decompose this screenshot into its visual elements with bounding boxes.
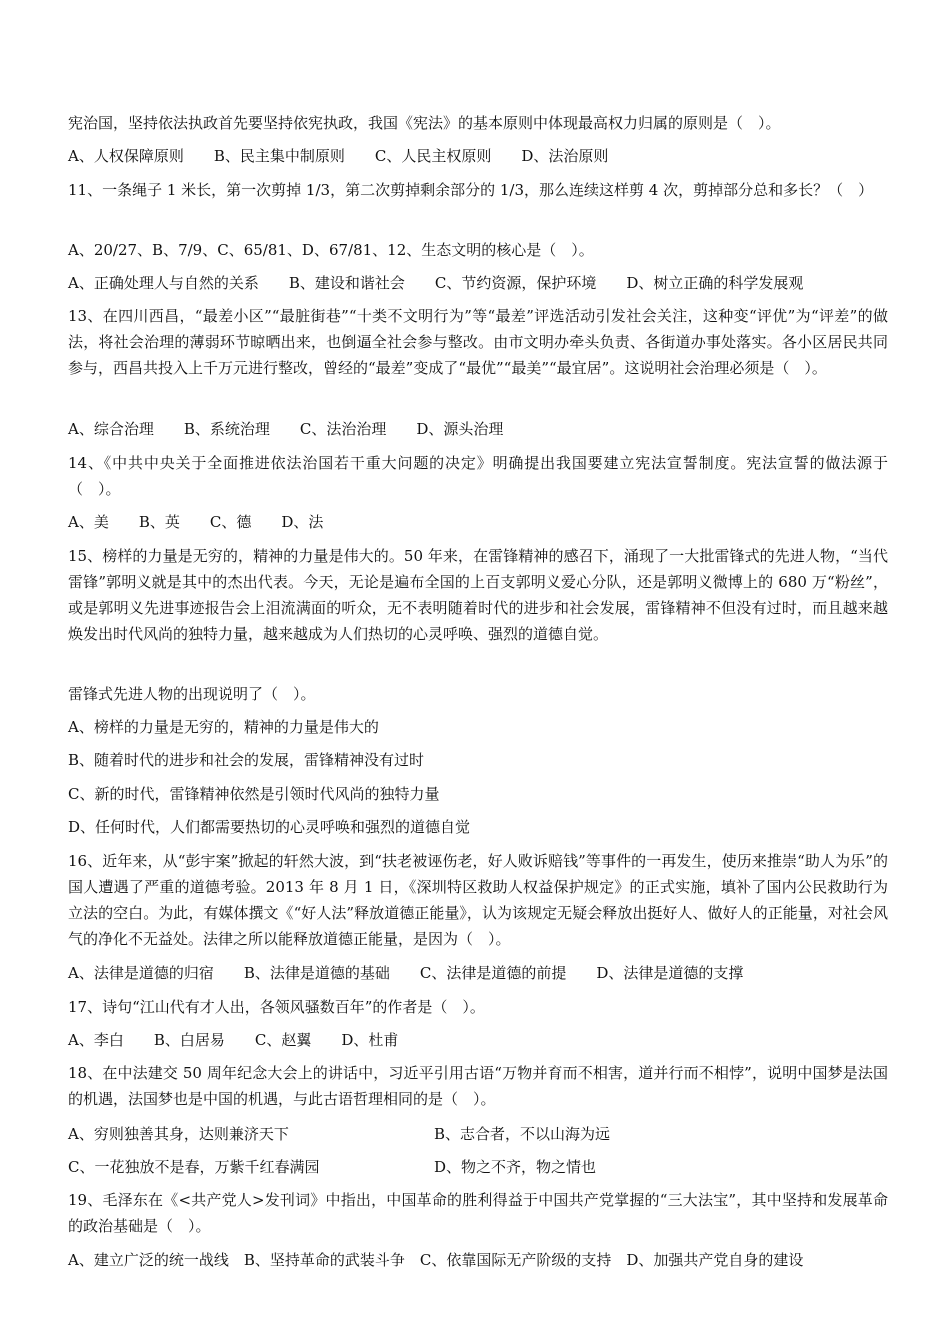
question-14-stem: 14、《中共中央关于全面推进依法治国若干重大问题的决定》明确提出我国要建立宪法宣誓制度。宪法宣誓的做法源于（ ）。 xyxy=(68,454,888,498)
question-19-options: A、建立广泛的统一战线 B、坚持革命的武装斗争 C、依靠国际无产阶级的支持 D、加强共产党自身的建设 xyxy=(68,1251,804,1269)
question-15-option-d: D、任何时代，人们都需要热切的心灵呼唤和强烈的道德自觉 xyxy=(68,818,471,836)
question-13-options: A、综合治理 B、系统治理 C、法治治理 D、源头治理 xyxy=(68,420,504,438)
question-15-option-b: B、随着时代的进步和社会的发展，雷锋精神没有过时 xyxy=(68,751,425,769)
question-11-stem: 11、一条绳子 1 米长，第一次剪掉 1/3，第二次剪掉剩余部分的 1/3，那么连续这样剪 4 次，剪掉部分总和多长？（ ） xyxy=(68,181,874,199)
question-19-stem: 19、毛泽东在《<共产党人>发刊词》中指出，中国革命的胜利得益于中国共产党掌握的“三大法宝”，其中坚持和发展革命的政治基础是（ ）。 xyxy=(68,1191,888,1235)
question-18-stem: 18、在中法建交 50 周年纪念大会上的讲话中，习近平引用古语“万物并育而不相害，道并行而不相悖”，说明中国梦是法国的机遇，法国梦也是中国的机遇，与此古语哲理相同的是（ ）。 xyxy=(68,1064,888,1108)
question-17-stem: 17、诗句“江山代有才人出，各领风骚数百年”的作者是（ ）。 xyxy=(68,998,485,1016)
question-11-options: A、20/27、B、7/9、C、65/81、D、67/81、12、生态文明的核心是（ ）。 xyxy=(68,241,594,259)
question-15-stem: 雷锋式先进人物的出现说明了（ ）。 xyxy=(68,685,316,703)
question-14-options: A、美 B、英 C、德 D、法 xyxy=(68,513,324,531)
question-18-option-d: D、物之不齐，物之情也 xyxy=(434,1158,597,1176)
question-17-options: A、李白 B、白居易 C、赵翼 D、杜甫 xyxy=(68,1031,399,1049)
question-18-option-c: C、一花独放不是春，万紫千红春满园 xyxy=(68,1158,320,1176)
question-15-option-c: C、新的时代，雷锋精神依然是引领时代风尚的独特力量 xyxy=(68,785,440,803)
question-16-stem: 16、近年来，从“彭宇案”掀起的轩然大波，到“扶老被诬伤老，好人败诉赔钱”等事件的一再发生，使历来推崇“助人为乐”的国人遭遇了严重的道德考验。2013 年 8 月 1 日，《深圳特区救助人权益保护规定》的正式实施，填补了国内公民救助行为立法的空白。为此，有媒体撰文《“好人法”释放道德正能量》，认为该规定无疑会释放出挺好人、做好人的正能量，对社会风气的净化不无益处。法律之所以能释放道德正能量，是因为（ ）。 xyxy=(68,852,888,948)
question-10-stem-end: 宪治国，坚持依法执政首先要坚持依宪执政，我国《宪法》的基本原则中体现最高权力归属的原则是（ ）。 xyxy=(68,114,781,132)
question-13-stem: 13、在四川西昌，“最差小区”“最脏街巷”“十类不文明行为”等“最差”评选活动引发社会关注，这种变“评优”为“评差”的做法，将社会治理的薄弱环节晾晒出来，也倒逼全社会参与整改。由市文明办牵头负责、各街道办事处落实。各小区居民共同参与，西昌共投入上千万元进行整改，曾经的“最差”变成了“最优”“最美”“最宜居”。这说明社会治理必须是（ ）。 xyxy=(68,307,888,377)
question-15-option-a: A、榜样的力量是无穷的，精神的力量是伟大的 xyxy=(68,718,379,736)
question-18-option-a: A、穷则独善其身，达则兼济天下 xyxy=(68,1125,289,1143)
question-10-options: A、人权保障原则 B、民主集中制原则 C、人民主权原则 D、法治原则 xyxy=(68,147,609,165)
question-15-passage: 15、榜样的力量是无穷的，精神的力量是伟大的。50 年来，在雷锋精神的感召下，涌现了一大批雷锋式的先进人物，“当代雷锋”郭明义就是其中的杰出代表。今天，无论是遍布全国的上百支郭明义爱心分队，还是郭明义微博上的 680 万“粉丝”，或是郭明义先进事迹报告会上泪流满面的听众，无不表明随着时代的进步和社会发展，雷锋精神不但没有过时，而且越来越焕发出时代风尚的独特力量，越来越成为人们热切的心灵呼唤、强烈的道德自觉。 xyxy=(68,547,888,643)
question-16-options: A、法律是道德的归宿 B、法律是道德的基础 C、法律是道德的前提 D、法律是道德的支撑 xyxy=(68,964,744,982)
question-12-options: A、正确处理人与自然的关系 B、建设和谐社会 C、节约资源，保护环境 D、树立正确的科学发展观 xyxy=(68,274,804,292)
question-18-option-b: B、志合者，不以山海为远 xyxy=(434,1125,611,1143)
